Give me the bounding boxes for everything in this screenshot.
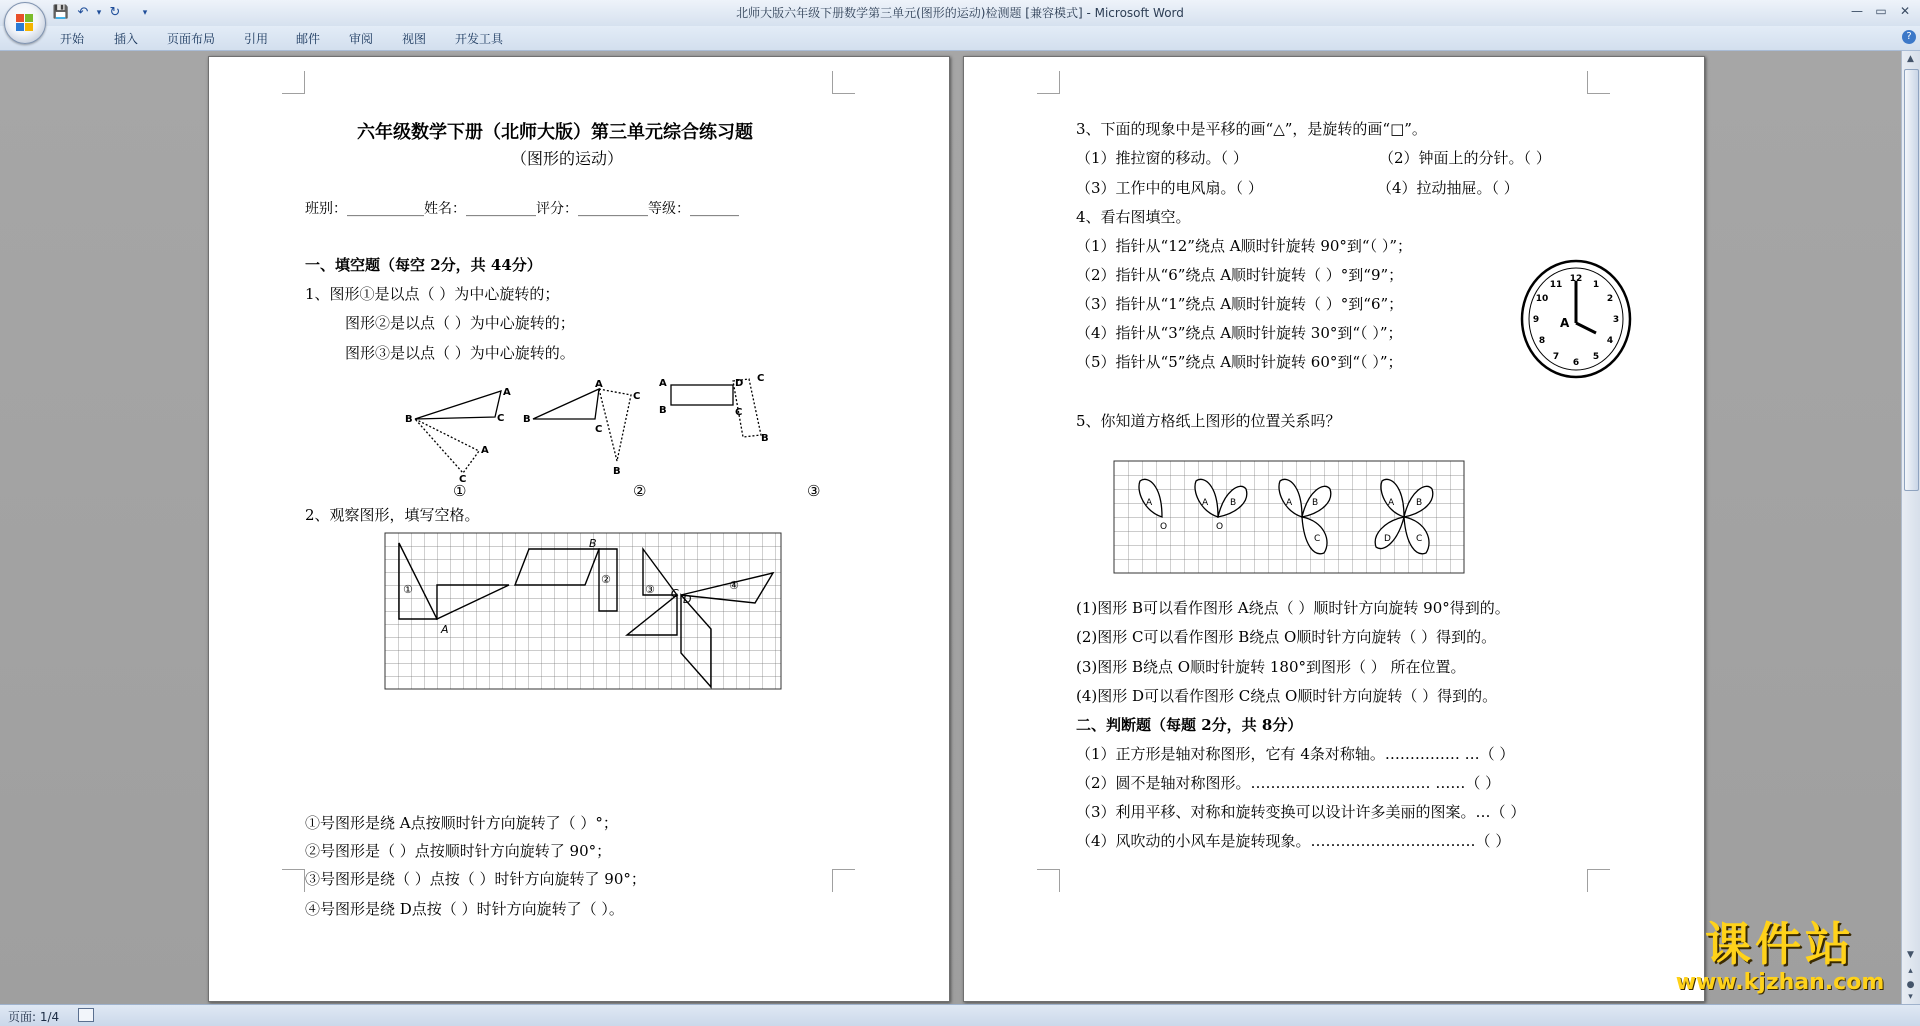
next-page-icon[interactable]: ▾ [1908,992,1913,1002]
redo-icon[interactable]: ↻ [109,5,121,20]
svg-text:10: 10 [1535,294,1549,304]
svg-text:A: A [659,378,667,389]
fig3-rectangle [671,385,733,405]
q4-item: （3）指针从“1”绕点 A顺时针旋转（ ）°到“6”； [1076,295,1404,313]
ribbon-tabs [0,26,1920,51]
customize-qat-icon[interactable]: ▾ [142,8,148,18]
svg-text:B: B [1416,498,1423,508]
q5-grid-figure [1114,461,1466,577]
scroll-thumb[interactable] [1904,69,1919,491]
svg-text:②: ② [601,573,611,586]
fig-label-3: ③ [807,482,821,500]
svg-text:C: C [633,391,641,402]
svg-text:A: A [1560,316,1570,330]
q4-item: （2）指针从“6”绕点 A顺时针旋转（ ）°到“9”； [1076,266,1404,284]
svg-text:A: A [1146,498,1153,508]
svg-text:C: C [671,587,679,600]
judge-item: （1）正方形是轴对称图形，它有 4条对称轴。…………… …（ ） [1076,745,1515,763]
select-browse-icon[interactable]: ● [1906,980,1915,990]
office-logo-icon [16,14,34,32]
fig2-triangle-rotated [599,389,631,461]
svg-text:A: A [503,387,511,398]
save-icon[interactable]: 💾 [52,5,70,20]
svg-text:12: 12 [1569,274,1583,284]
tab-page-layout[interactable]: 页面布局 [167,32,216,46]
q2-line: ③号图形是绕（ ）点按（ ）时针方向旋转了 90°； [305,870,646,888]
svg-text:6: 6 [1572,358,1580,368]
svg-text:A: A [441,623,449,636]
svg-text:C: C [459,474,467,485]
q5-heading: 5、你知道方格纸上图形的位置关系吗？ [1076,412,1341,430]
svg-text:B: B [659,405,667,416]
fig-label-2: ② [633,482,647,500]
help-icon[interactable]: ? [1902,30,1916,44]
svg-text:D: D [1384,534,1391,544]
vertical-scrollbar[interactable] [1901,51,1920,1004]
tab-review[interactable]: 审阅 [349,32,374,46]
office-button[interactable] [4,2,46,44]
svg-text:5: 5 [1592,352,1600,362]
svg-text:C: C [497,413,505,424]
tab-developer[interactable]: 开发工具 [455,32,504,46]
proofing-icon[interactable] [78,1008,94,1022]
margin-mark [1037,869,1060,892]
svg-text:B: B [613,466,621,477]
svg-text:B: B [1312,498,1319,508]
q3-item: （3）工作中的电风扇。（ ） [1076,179,1263,197]
svg-text:A: A [1286,498,1293,508]
margin-mark [832,71,855,94]
status-bar [0,1004,1920,1026]
section-heading-judge: 二、判断题（每题 2分，共 8分） [1076,716,1303,734]
margin-mark [282,869,305,892]
svg-text:③: ③ [645,583,655,596]
tab-references[interactable]: 引用 [244,32,269,46]
svg-text:A: A [1388,498,1395,508]
margin-mark [1587,869,1610,892]
svg-text:8: 8 [1538,336,1546,346]
q5-item: (3)图形 B绕点 O顺时针旋转 180°到图形（ ） 所在位置。 [1076,658,1466,676]
judge-item: （2）圆不是轴对称图形。……………………………… ……（ ） [1076,774,1501,792]
q2-grid-figure [385,533,783,691]
fig1-triangle-rotated [415,419,479,473]
q3-item: （2）钟面上的分针。（ ） [1379,149,1551,167]
svg-text:C: C [757,373,765,384]
svg-text:1: 1 [1592,280,1600,290]
q3-item: （4）拉动抽屉。（ ） [1377,179,1519,197]
q2-line: ②号图形是（ ）点按顺时针方向旋转了 90°； [305,842,612,860]
svg-text:B: B [761,433,769,444]
svg-text:D: D [683,593,692,606]
q2-line: ①号图形是绕 A点按顺时针方向旋转了（ ）°； [305,814,618,832]
svg-text:O: O [1216,522,1224,532]
svg-text:A: A [481,445,489,456]
title-bar [0,0,1920,27]
window-title: 北师大版六年级下册数学第三单元(图形的运动)检测题 [兼容模式] - Microsoft Word [736,6,1184,20]
q1-rotation-figures [405,373,769,485]
document-page-2[interactable] [963,56,1705,1002]
q3-item: （1）推拉窗的移动。（ ） [1076,149,1248,167]
page-subtitle: （图形的运动） [511,149,624,168]
q4-item: （4）指针从“3”绕点 A顺时针旋转 30°到“（ ）”； [1076,324,1403,342]
section-heading-fill: 一、填空题（每空 2分，共 44分） [305,256,542,274]
q1-line: 1、图形①是以点（ ）为中心旋转的； [305,285,560,303]
page-indicator[interactable]: 页面: 1/4 [8,1010,60,1024]
q1-line: 图形③是以点（ ）为中心旋转的。 [345,344,575,362]
svg-text:B: B [589,537,597,550]
svg-text:C: C [595,424,603,435]
q4-item: （5）指针从“5”绕点 A顺时针旋转 60°到“（ ）”； [1076,353,1403,371]
q1-line: 图形②是以点（ ）为中心旋转的； [345,314,575,332]
undo-icon[interactable]: ↶ [77,5,89,20]
svg-text:7: 7 [1552,352,1560,362]
q5-item: (4)图形 D可以看作图形 C绕点 O顺时针方向旋转（ ）得到的。 [1076,687,1498,705]
svg-text:B: B [405,414,413,425]
page-title: 六年级数学下册（北师大版）第三单元综合练习题 [357,122,753,143]
judge-item: （4）风吹动的小风车是旋转现象。……………………………（ ） [1076,832,1511,850]
svg-text:④: ④ [729,579,739,592]
undo-dropdown-icon[interactable]: ▾ [96,8,102,18]
watermark-url: www.kjzhan.com [1675,970,1885,995]
q3-heading: 3、下面的现象中是平移的画“△”，是旋转的画“□”。 [1076,120,1427,138]
tab-home[interactable]: 开始 [60,32,85,46]
q5-item: (2)图形 C可以看作图形 B绕点 O顺时针方向旋转（ ）得到的。 [1076,628,1497,646]
svg-text:9: 9 [1532,315,1540,325]
svg-text:B: B [1230,498,1237,508]
svg-text:4: 4 [1606,336,1614,346]
fig2-triangle [533,389,599,419]
margin-mark [1037,71,1060,94]
watermark-logo [1660,918,1900,1002]
margin-mark [1587,71,1610,94]
watermark-brand: 课件站 [1705,917,1855,971]
tab-view[interactable]: 视图 [402,32,427,46]
tab-mailings[interactable]: 邮件 [296,32,321,46]
svg-text:2: 2 [1606,294,1614,304]
info-line: 班别：___________姓名：__________评分：__________等级：_______ [305,201,739,217]
q5-item: (1)图形 B可以看作图形 A绕点（ ）顺时针方向旋转 90°得到的。 [1076,599,1510,617]
q2-line: ④号图形是绕 D点按（ ）时针方向旋转了（ ）。 [305,900,624,918]
q4-item: （1）指针从“12”绕点 A顺时针旋转 90°到“（ ）”； [1076,237,1413,255]
maximize-icon[interactable]: ▭ [1875,4,1887,18]
svg-text:O: O [1160,522,1168,532]
clock-figure [1520,259,1636,381]
svg-text:3: 3 [1612,315,1620,325]
tab-insert[interactable]: 插入 [114,32,139,46]
svg-text:A: A [1202,498,1209,508]
svg-text:A: A [595,379,603,390]
minimize-icon[interactable]: — [1851,4,1863,18]
svg-text:D: D [735,378,744,389]
close-icon[interactable]: ✕ [1899,4,1911,18]
q2-heading: 2、观察图形，填写空格。 [305,506,480,524]
svg-text:C: C [735,407,743,418]
scroll-down-icon[interactable]: ▼ [1907,950,1914,960]
document-page-1[interactable] [208,56,950,1002]
svg-text:11: 11 [1549,280,1563,290]
svg-text:B: B [523,414,531,425]
scroll-up-icon[interactable]: ▲ [1907,54,1914,64]
svg-text:C: C [1314,534,1321,544]
judge-item: （3）利用平移、对称和旋转变换可以设计许多美丽的图案。…（ ） [1076,803,1526,821]
fig1-triangle [415,391,501,419]
margin-mark [832,869,855,892]
svg-text:C: C [1416,534,1423,544]
q4-heading: 4、看右图填空。 [1076,208,1191,226]
margin-mark [282,71,305,94]
prev-page-icon[interactable]: ▴ [1908,966,1913,976]
svg-text:①: ① [403,583,413,596]
fig-label-1: ① [453,482,467,500]
